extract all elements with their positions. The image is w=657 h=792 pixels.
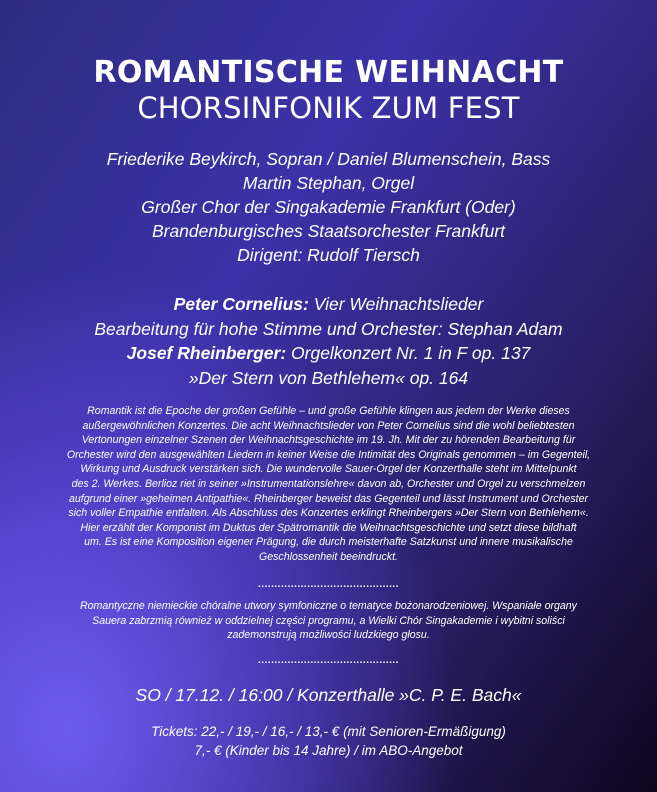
description-line: Geschlossenheit beeindruckt. [259, 550, 398, 563]
ticket-line: 7,- € (Kinder bis 14 Jahre) / im ABO-Angebot [194, 743, 463, 758]
description-line: Orchester wird den ausgewählten Liedern in keiner Weise die Intimität des Originals genommen – im Gegenteil, [66, 448, 591, 461]
description-line: Hier erzählt der Komponist im Duktus der Spätromantik die Weihnachtsgeschichte und setzt diese bildhaft [80, 521, 577, 534]
description-line: Romantik ist die Epoche der großen Gefühle – und große Gefühle klingen aus jedem der Werke dieses [87, 405, 570, 417]
program-item [0, 292, 657, 317]
work-title: Orgelkonzert Nr. 1 in F op. 137 [286, 343, 531, 363]
description-line: sich voller Empathie entfalten. Als Abschluss des Konzertes erklingt Rheinbergers »Der Stern von Bethlehem«. [68, 507, 589, 520]
description-line: des 2. Werkes. Berlioz riet in seiner »Instrumentationslehre« davon ab, Orchester und Orgel zu verschmelzen [71, 477, 586, 490]
program-list [0, 292, 657, 390]
ticket-line: Tickets: 22,- / 19,- / 16,- / 13,- € (mit Senioren-Ermäßigung) [151, 724, 506, 739]
dotted-separator: ........................................... [258, 579, 399, 590]
program-item: »Der Stern von Bethlehem« op. 164 [188, 367, 469, 388]
polish-line: zademonstrują możliwości ludzkiego głosu. [227, 629, 430, 642]
performers-list [0, 147, 657, 267]
description-line: außergewöhnlichen Konzertes. Die acht Weihnachtslieder von Peter Cornelius sind die wohl beliebtesten [82, 419, 575, 432]
program-item [0, 341, 657, 366]
dotted-separator: ........................................... [258, 655, 399, 666]
polish-line: Romantyczne niemieckie chóralne utwory symfoniczne o tematyce bożonarodzeniowej. Wspaniałe organy [80, 600, 577, 612]
performer-line: Friederike Beykirch, Sopran / Daniel Blumenschein, Bass [106, 149, 551, 169]
page-title: ROMANTISCHE WEIHNACHT [93, 55, 564, 90]
work-title: Vier Weihnachtslieder [308, 294, 484, 314]
composer-name: Peter Cornelius: [173, 294, 309, 314]
composer-name: Josef Rheinberger: [126, 343, 287, 363]
description-text [24, 404, 633, 565]
polish-text [24, 599, 633, 643]
performer-line: Großer Chor der Singakademie Frankfurt (Oder) [141, 197, 516, 217]
performer-line: Brandenburgisches Staatsorchester Frankfurt [151, 221, 506, 241]
event-details: SO / 17.12. / 16:00 / Konzerthalle »C. P. E. Bach« [135, 685, 522, 705]
program-arrangement: Bearbeitung für hohe Stimme und Orchester: Stephan Adam [94, 318, 563, 339]
performer-line: Martin Stephan, Orgel [242, 173, 415, 193]
page-subtitle: CHORSINFONIK ZUM FEST [137, 91, 520, 125]
ticket-info [0, 722, 657, 760]
polish-line: Sauera zabrzmią również w oddzielnej części programu, a Wielki Chór Singakademie i wybitni soliści [92, 614, 565, 627]
performer-line: Dirigent: Rudolf Tiersch [237, 245, 420, 265]
description-line: um. Es ist eine Komposition eigener Prägung, die durch meisterhafte Satzkunst und innere musikalische [84, 536, 573, 549]
description-line: Vertonungen einzelner Szenen der Weihnachtsgeschichte im 19. Jh. Mit der zu hörenden Bearbeitung für [81, 434, 576, 447]
description-line: aufgrund einer »geheimen Antipathie«. Rheinberger beweist das Gegenteil und lässt Instrument und Orchester [68, 492, 589, 505]
description-line: Wirkung und Ausdruck verstärken sich. Die wundervolle Sauer-Orgel der Konzerthalle steht im Mittelpunkt [80, 463, 577, 476]
